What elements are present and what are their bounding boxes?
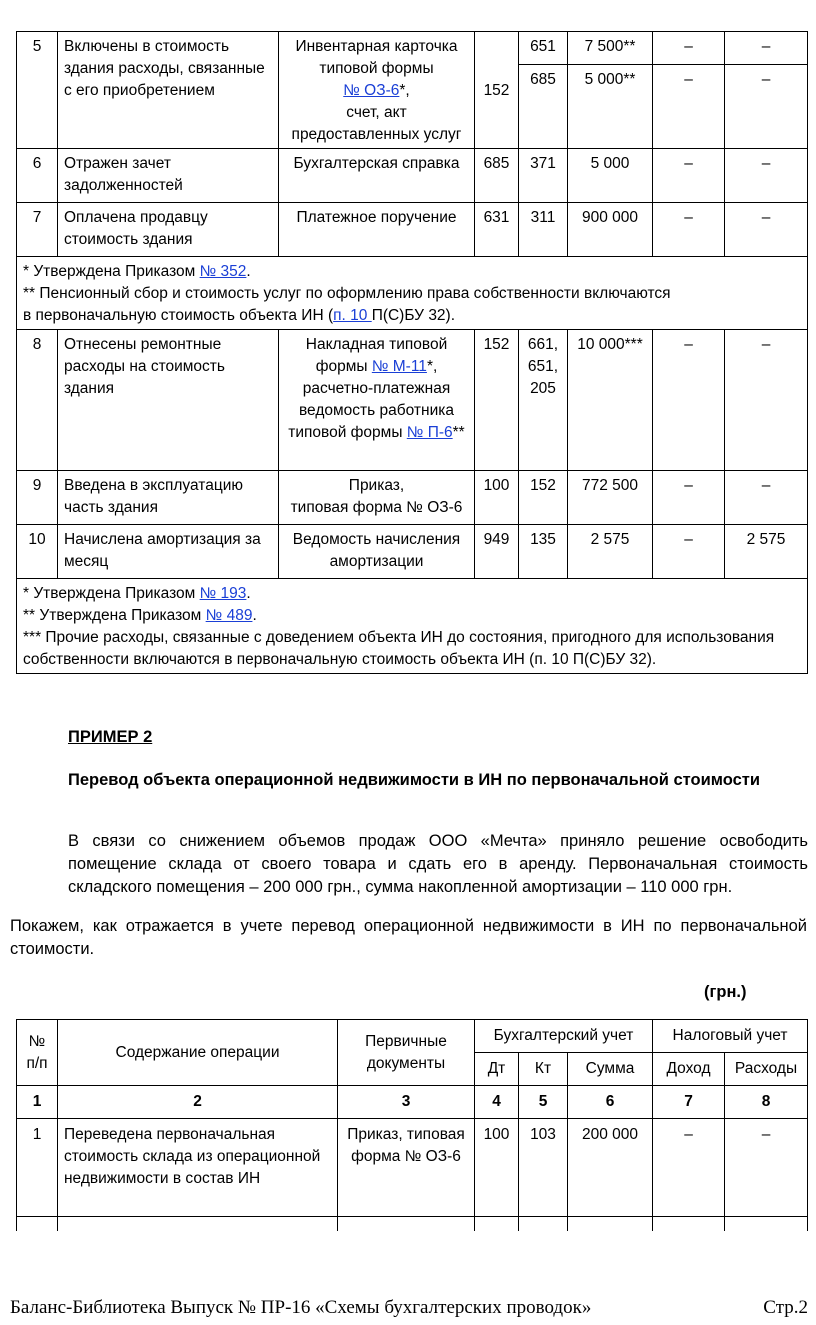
operation-description: Отражен зачет задолженностей: [58, 149, 279, 203]
column-number: 3: [338, 1086, 475, 1119]
clause-10-link[interactable]: п. 10: [333, 307, 372, 324]
tax-income: –: [653, 330, 725, 471]
table-note-row: [17, 257, 808, 330]
empty-cell: [475, 1217, 519, 1231]
table-row: [17, 525, 808, 579]
table-row: [17, 149, 808, 203]
order-193-link[interactable]: № 193: [199, 585, 247, 602]
amount: 10 000***: [568, 330, 653, 471]
transactions-table-continued: [16, 31, 808, 674]
footer-publication: Баланс-Библиотека Выпуск № ПР-16 «Схемы бухгалтерских проводок»: [10, 1297, 592, 1318]
tax-expense: 2 575: [725, 525, 808, 579]
example-paragraph-2: Покажем, как отражается в учете перевод операционной недвижимости в ИН по первоначальной стоимости.: [10, 917, 807, 958]
table-row: [17, 203, 808, 257]
amount: 5 000: [568, 149, 653, 203]
column-number: 2: [58, 1086, 338, 1119]
header-tax: Налоговый учет: [653, 1020, 808, 1053]
tax-income: –: [653, 471, 725, 525]
tax-income: –: [653, 32, 725, 65]
header-expense: Расходы: [725, 1053, 808, 1086]
column-numbers-row: [17, 1086, 808, 1119]
operation-description: Отнесены ремонтные расходы на стоимость здания: [58, 330, 279, 471]
primary-documents: Накладная типовой формы № М-11*, расчетно-платежная ведомость работника типовой формы № П-6**: [279, 330, 475, 471]
empty-cell: [653, 1217, 725, 1231]
tax-income: –: [653, 525, 725, 579]
tax-income: –: [653, 149, 725, 203]
credit-account: 311: [519, 203, 568, 257]
row-number: 8: [17, 330, 58, 471]
table-header-row: [17, 1020, 808, 1053]
credit-account: 685: [519, 65, 568, 149]
tax-income: –: [653, 65, 725, 149]
column-number: 7: [653, 1086, 725, 1119]
header-description: Содержание операции: [58, 1020, 338, 1086]
header-documents: Первичные документы: [338, 1020, 475, 1086]
row-number: 1: [17, 1119, 58, 1217]
order-352-link[interactable]: № 352: [199, 263, 247, 280]
debit-account: 685: [475, 149, 519, 203]
tax-income: –: [653, 203, 725, 257]
header-accounting: Бухгалтерский учет: [475, 1020, 653, 1053]
tax-expense: –: [725, 471, 808, 525]
table-row-partial: [17, 1217, 808, 1231]
column-number: 6: [568, 1086, 653, 1119]
empty-cell: [17, 1217, 58, 1231]
example-paragraph: В связи со снижением объемов продаж ООО «Мечта» приняло решение освободить помещение склада от своего товара и сдать его в аренду. Первоначальная стоимость складского помещения – 200 000 грн., сумма накопленной амортизации – 110 000 грн.: [68, 832, 808, 896]
debit-account: 152: [475, 330, 519, 471]
header-amount: Сумма: [568, 1053, 653, 1086]
empty-cell: [58, 1217, 338, 1231]
table-row: [17, 330, 808, 471]
tax-expense: –: [725, 203, 808, 257]
credit-account: 103: [519, 1119, 568, 1217]
tax-expense: –: [725, 32, 808, 65]
operation-description: Начислена амортизация за месяц: [58, 525, 279, 579]
primary-documents: Инвентарная карточка типовой формы № ОЗ-6*, счет, акт предоставленных услуг: [279, 32, 475, 149]
tax-expense: –: [725, 330, 808, 471]
debit-account: 100: [475, 471, 519, 525]
empty-cell: [568, 1217, 653, 1231]
row-number: 7: [17, 203, 58, 257]
row-number: 10: [17, 525, 58, 579]
header-number: № п/п: [17, 1020, 58, 1086]
amount: 7 500**: [568, 32, 653, 65]
example-2-table: [16, 1019, 808, 1231]
column-number: 4: [475, 1086, 519, 1119]
footer-page-number: Стр.2: [763, 1297, 808, 1318]
debit-account: 949: [475, 525, 519, 579]
amount: 200 000: [568, 1119, 653, 1217]
table-row: [17, 1119, 808, 1217]
table-note-row: [17, 579, 808, 674]
table-row: [17, 471, 808, 525]
column-number: 5: [519, 1086, 568, 1119]
primary-documents: Приказ, типовая форма № ОЗ-6: [338, 1119, 475, 1217]
table-row: [17, 32, 808, 65]
empty-cell: [519, 1217, 568, 1231]
empty-cell: [725, 1217, 808, 1231]
row-number: 6: [17, 149, 58, 203]
operation-description: Оплачена продавцу стоимость здания: [58, 203, 279, 257]
debit-account: 631: [475, 203, 519, 257]
form-oz6-link[interactable]: № ОЗ-6: [343, 82, 400, 99]
form-p6-link[interactable]: № П-6: [406, 424, 453, 441]
amount: 772 500: [568, 471, 653, 525]
form-m11-link[interactable]: № М-11: [371, 358, 427, 375]
primary-documents: Ведомость начисления амортизации: [279, 525, 475, 579]
debit-account: 100: [475, 1119, 519, 1217]
header-income: Доход: [653, 1053, 725, 1086]
credit-account: 661, 651, 205: [519, 330, 568, 471]
tax-expense: –: [725, 149, 808, 203]
header-credit: Кт: [519, 1053, 568, 1086]
tax-expense: –: [725, 1119, 808, 1217]
table-footnote: * Утверждена Приказом № 193. ** Утверждена Приказом № 489. *** Прочие расходы, связанные с доведением объекта ИН до состояния, пригодного для использования собственности включаются в первоначальную стоимость объекта ИН (п. 10 П(С)БУ 32).: [17, 579, 808, 674]
row-number: 5: [17, 32, 58, 149]
amount: 2 575: [568, 525, 653, 579]
credit-account: 371: [519, 149, 568, 203]
tax-expense: –: [725, 65, 808, 149]
column-number: 8: [725, 1086, 808, 1119]
row-number: 9: [17, 471, 58, 525]
primary-documents: Платежное поручение: [279, 203, 475, 257]
credit-account: 651: [519, 32, 568, 65]
primary-documents: Бухгалтерская справка: [279, 149, 475, 203]
amount: 5 000**: [568, 65, 653, 149]
operation-description: Включены в стоимость здания расходы, связанные с его приобретением: [58, 32, 279, 149]
tax-income: –: [653, 1119, 725, 1217]
operation-description: Введена в эксплуатацию часть здания: [58, 471, 279, 525]
header-debit: Дт: [475, 1053, 519, 1086]
currency-unit: (грн.): [704, 983, 747, 1001]
credit-account: 135: [519, 525, 568, 579]
table-footnote: * Утверждена Приказом № 352. ** Пенсионный сбор и стоимость услуг по оформлению права собственности включаются в первоначальную стоимость объекта ИН (п. 10 П(С)БУ 32).: [17, 257, 808, 330]
empty-cell: [338, 1217, 475, 1231]
primary-documents: Приказ, типовая форма № ОЗ-6: [279, 471, 475, 525]
operation-description: Переведена первоначальная стоимость склада из операционной недвижимости в состав ИН: [58, 1119, 338, 1217]
credit-account: 152: [519, 471, 568, 525]
order-489-link[interactable]: № 489: [205, 607, 253, 624]
example-heading: Перевод объекта операционной недвижимости в ИН по первоначальной стоимости: [68, 771, 760, 789]
debit-account: 152: [475, 32, 519, 149]
column-number: 1: [17, 1086, 58, 1119]
amount: 900 000: [568, 203, 653, 257]
example-title: ПРИМЕР 2: [68, 728, 153, 746]
